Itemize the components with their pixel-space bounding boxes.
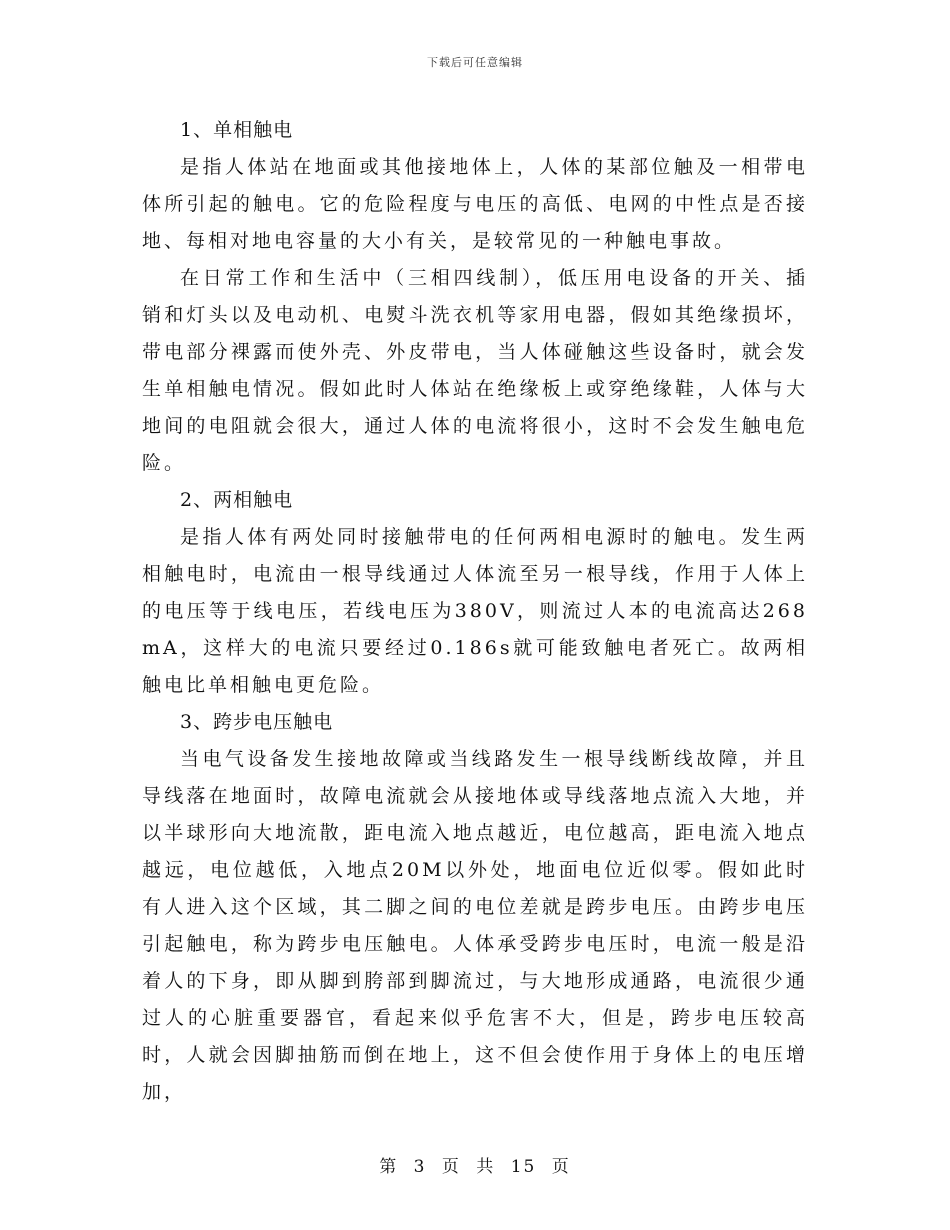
section-two-phase <box>142 482 808 704</box>
section-heading: 2、两相触电 <box>180 489 294 511</box>
document-body <box>142 112 808 1111</box>
section-heading: 1、单相触电 <box>180 119 294 141</box>
paragraph: 是指人体有两处同时接触带电的任何两相电源时的触电。发生两相触电时，电流由一根导线通过人体流至另一根导线，作用于人体上的电压等于线电压，若线电压为380V，则流过人本的电流高达268mA，这样大的电流只要经过0.186s就可能致触电者死亡。故两相触电比单相触电更危险。 <box>142 526 808 696</box>
page-number: 第 3 页 共 15 页 <box>379 1157 571 1177</box>
section-single-phase <box>142 112 808 482</box>
section-step-voltage <box>142 704 808 1111</box>
page-header-note: 下载后可任意编辑 <box>427 56 523 69</box>
paragraph: 是指人体站在地面或其他接地体上，人体的某部位触及一相带电体所引起的触电。它的危险程度与电压的高低、电网的中性点是否接地、每相对地电容量的大小有关，是较常见的一种触电事故。 <box>142 156 808 252</box>
paragraph: 在日常工作和生活中（三相四线制），低压用电设备的开关、插销和灯头以及电动机、电熨斗洗衣机等家用电器，假如其绝缘损坏，带电部分裸露而使外壳、外皮带电，当人体碰触这些设备时，就会发生单相触电情况。假如此时人体站在绝缘板上或穿绝缘鞋，人体与大地间的电阻就会很大，通过人体的电流将很小，这时不会发生触电危险。 <box>142 267 808 474</box>
section-heading: 3、跨步电压触电 <box>180 711 334 733</box>
paragraph: 当电气设备发生接地故障或当线路发生一根导线断线故障，并且导线落在地面时，故障电流就会从接地体或导线落地点流入大地，并以半球形向大地流散，距电流入地点越近，电位越高，距电流入地点越远，电位越低，入地点20M以外处，地面电位近似零。假如此时有人进入这个区域，其二脚之间的电位差就是跨步电压。由跨步电压引起触电，称为跨步电压触电。人体承受跨步电压时，电流一般是沿着人的下身，即从脚到胯部到脚流过，与大地形成通路，电流很少通过人的心脏重要器官，看起来似乎危害不大，但是，跨步电压较高时，人就会因脚抽筋而倒在地上，这不但会使作用于身体上的电压增加， <box>142 748 808 1103</box>
